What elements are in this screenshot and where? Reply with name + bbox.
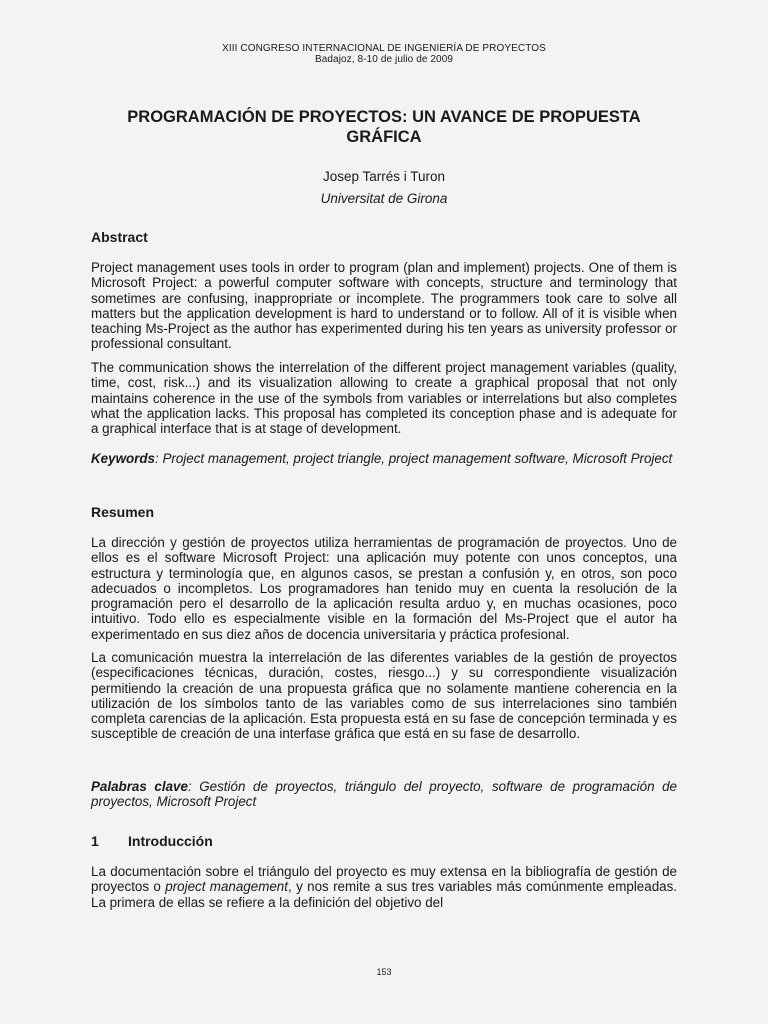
- author-affiliation: Universitat de Girona: [320, 191, 448, 206]
- resumen-paragraph-1: La dirección y gestión de proyectos utiliza herramientas de programación de proyectos. Uno de ellos es el software Microsoft Project: una aplicación muy potente con unos conceptos, una estructura y terminología que, en algunos casos, se prestan a confusión y, en otros, son poco adecuados o incompletos. Los programadores han tenido muy en cuenta la resolución de la programación pero el desarrollo de la aplicación resulta arduo y, en muchas ocasiones, poco intuitivo. Todo ello es especialmente visible en la formación del Ms-Project que el autor ha experimentado en sus diez años de docencia universitaria y práctica profesional.: [91, 535, 677, 642]
- keywords-label: Keywords: [91, 451, 155, 466]
- resumen-heading: Resumen: [91, 504, 155, 520]
- conference-date-location: Badajoz, 8-10 de julio de 2009: [314, 54, 454, 65]
- abstract-heading: Abstract: [91, 229, 148, 245]
- abstract-paragraph-2: The communication shows the interrelation of the different project management variables (quality, time, cost, risk...) and its visualization allowing to create a graphical proposal that not only maintains coherence in the use of the symbols from variables or interrelations but also completes what the application lacks. This proposal has completed its conception phase and is adequate for a graphical interface that is at stage of development.: [91, 360, 677, 437]
- page-number: 153: [376, 967, 392, 977]
- palabras-clave-label: Palabras clave: [91, 779, 188, 794]
- intro-text-emphasis: project management: [165, 879, 288, 895]
- intro-text-b: , y nos remite a sus tres variables más comúnmente empleadas. La primera de ellas se refiere a la definición del objetivo del: [91, 879, 678, 910]
- conference-name: XIII CONGRESO INTERNACIONAL DE INGENIERÍA DE PROYECTOS: [222, 43, 546, 54]
- abstract-paragraph-1: Project management uses tools in order to program (plan and implement) projects. One of them is Microsoft Project: a powerful computer software with concepts, structure and terminology that sometimes are confusing, inappropriate or incomplete. The programmers took care to solve all matters but the application development is hard to understand or to follow. All of it is visible when teaching Ms-Project as the author has experimented during his ten years as university professor or professional consultant.: [91, 260, 677, 352]
- palabras-clave-text: : Gestión de proyectos, triángulo del proyecto, software de programación de proyectos, Microsoft Project: [91, 779, 677, 810]
- intro-text-a: La documentación sobre el triángulo del proyecto es muy extensa en la bibliografía de gestión de proyectos o: [91, 864, 677, 895]
- intro-heading: [91, 832, 213, 850]
- section-number: 1: [91, 833, 99, 849]
- abstract-keywords: [91, 451, 677, 466]
- section-title: Introducción: [128, 833, 213, 849]
- resumen-paragraph-2: La comunicación muestra la interrelación de las diferentes variables de la gestión de proyectos (especificaciones técnicas, duración, costes, riesgo...) y su correspondiente visualización permitiendo la creación de una propuesta gráfica que no solamente mantiene coherencia en la utilización de los símbolos tanto de las variables como de sus interrelaciones sino también completa carencias de la aplicación. Esta propuesta está en su fase de concepción terminada y es susceptible de creación de una interfase gráfica que está en su fase de desarrollo.: [91, 650, 677, 742]
- paper-title: PROGRAMACIÓN DE PROYECTOS: UN AVANCE DE PROPUESTA GRÁFICA: [127, 108, 641, 146]
- conference-header: [0, 43, 768, 65]
- intro-paragraph-1: [91, 864, 677, 910]
- resumen-keywords: [91, 779, 677, 810]
- keywords-text: : Project management, project triangle, project management software, Microsoft Project: [155, 451, 673, 466]
- author-name: Josep Tarrés i Turon: [322, 169, 446, 184]
